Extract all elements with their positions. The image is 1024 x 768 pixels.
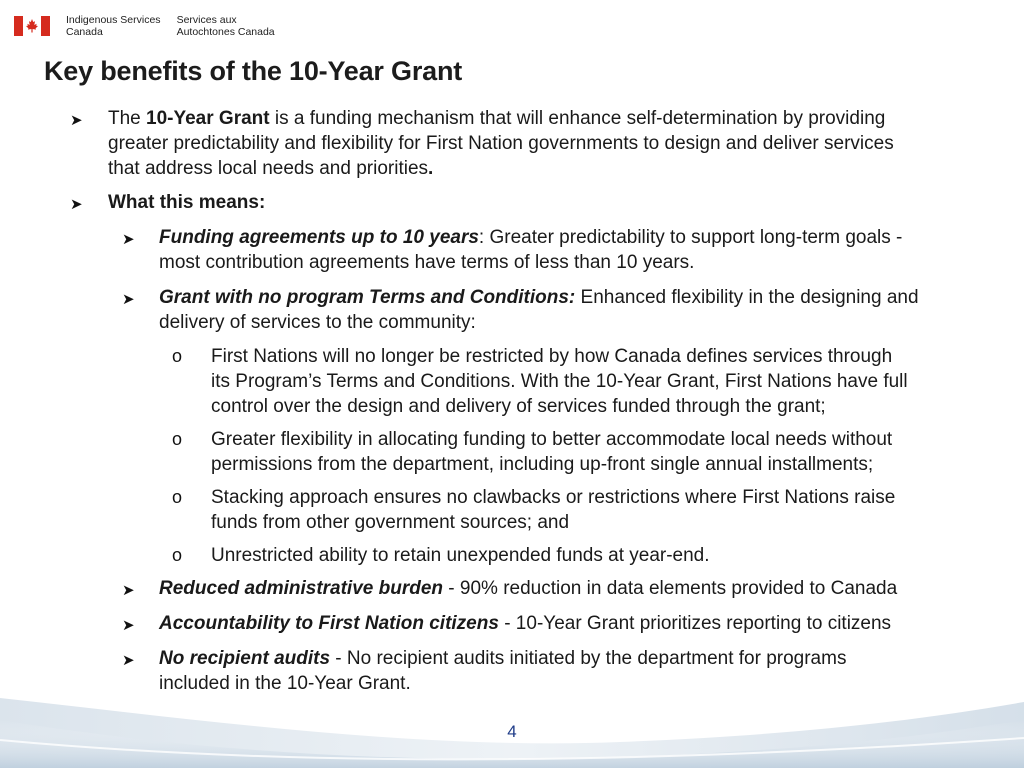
sub-5-text1: - No recipient audits initiated by the department for programs: [330, 648, 847, 669]
department-name-english: [66, 14, 161, 38]
bullet-2-label: What this means:: [108, 192, 266, 213]
sub-2-text1: Enhanced flexibility in the designing and: [575, 287, 919, 308]
arrow-bullet-icon: ➤: [122, 291, 135, 308]
sub-4-rest: - 10-Year Grant prioritizes reporting to citizens: [498, 613, 892, 634]
circle-bullet-icon: o: [172, 429, 183, 449]
sub-5-line-1: [159, 646, 846, 671]
arrow-bullet-icon: ➤: [122, 231, 135, 248]
sub-2-line-1: [159, 285, 919, 310]
arrow-bullet-icon: ➤: [122, 652, 135, 669]
dept-en-line2: Canada: [66, 26, 103, 38]
dept-en-line1: Indigenous Services: [66, 14, 161, 26]
sub-2-emph: Grant with no program Terms and Conditions:: [159, 287, 576, 308]
department-name-french: [177, 14, 275, 38]
sub-3-rest: - 90% reduction in data elements provided to Canada: [443, 578, 898, 599]
bullet-1-bold: 10-Year Grant: [146, 108, 270, 129]
sub-3-line-1: [159, 576, 897, 601]
sub-4-emph: Accountability to First Nation citizens: [159, 613, 499, 634]
sub-5-line-2: included in the 10-Year Grant.: [159, 673, 411, 694]
sub-4-line-1: [159, 611, 891, 636]
subsub-4-line-1: Unrestricted ability to retain unexpended funds at year-end.: [211, 545, 710, 566]
sub-3-emph: Reduced administrative burden: [159, 578, 444, 599]
bullet-1-end: .: [428, 158, 434, 179]
subsub-3-line-2: funds from other government sources; and: [211, 512, 570, 533]
subsub-1-line-2: its Program’s Terms and Conditions. With the 10-Year Grant, First Nations have full: [211, 371, 908, 392]
sub-1-line-1: [159, 225, 902, 250]
sub-1-text1: : Greater predictability to support long-term goals -: [478, 227, 903, 248]
slide-title: Key benefits of the 10-Year Grant: [44, 56, 463, 86]
header: [14, 14, 275, 40]
circle-bullet-icon: o: [172, 346, 183, 366]
dept-fr-line2: Autochtones Canada: [176, 26, 275, 38]
arrow-bullet-icon: ➤: [70, 196, 83, 213]
sub-1-line-2: most contribution agreements have terms of less than 10 years.: [159, 252, 695, 273]
arrow-bullet-icon: ➤: [122, 617, 135, 634]
sub-1-emph: Funding agreements up to 10 years: [159, 227, 479, 248]
arrow-bullet-icon: ➤: [70, 112, 83, 129]
subsub-1-line-1: First Nations will no longer be restricted by how Canada defines services through: [211, 346, 893, 367]
subsub-2-line-1: Greater flexibility in allocating funding to better accommodate local needs without: [211, 429, 893, 450]
bullet-1-line-3: [108, 156, 433, 181]
page-number: 4: [507, 722, 517, 741]
sub-5-emph: No recipient audits: [159, 648, 331, 669]
subsub-3-line-1: Stacking approach ensures no clawbacks or restrictions where First Nations raise: [211, 487, 896, 508]
bullet-1-text3: that address local needs and priorities: [108, 158, 429, 179]
circle-bullet-icon: o: [172, 545, 183, 565]
subsub-1-line-3: control over the design and delivery of services funded through the grant;: [211, 396, 826, 417]
bullet-1-pre: The: [108, 108, 147, 129]
sub-2-line-2: delivery of services to the community:: [159, 312, 476, 333]
bullet-1-text1: is a funding mechanism that will enhance self-determination by providing: [269, 108, 886, 129]
bullet-1-line-1: [108, 106, 885, 131]
circle-bullet-icon: o: [172, 487, 183, 507]
subsub-2-line-2: permissions from the department, including up-front single annual installments;: [211, 454, 874, 475]
dept-fr-line1: Services aux: [176, 14, 237, 26]
arrow-bullet-icon: ➤: [122, 582, 135, 599]
bullet-1-line-2: greater predictability and flexibility for First Nation governments to design and deliver services: [108, 133, 894, 154]
canada-flag-icon: [14, 16, 50, 36]
